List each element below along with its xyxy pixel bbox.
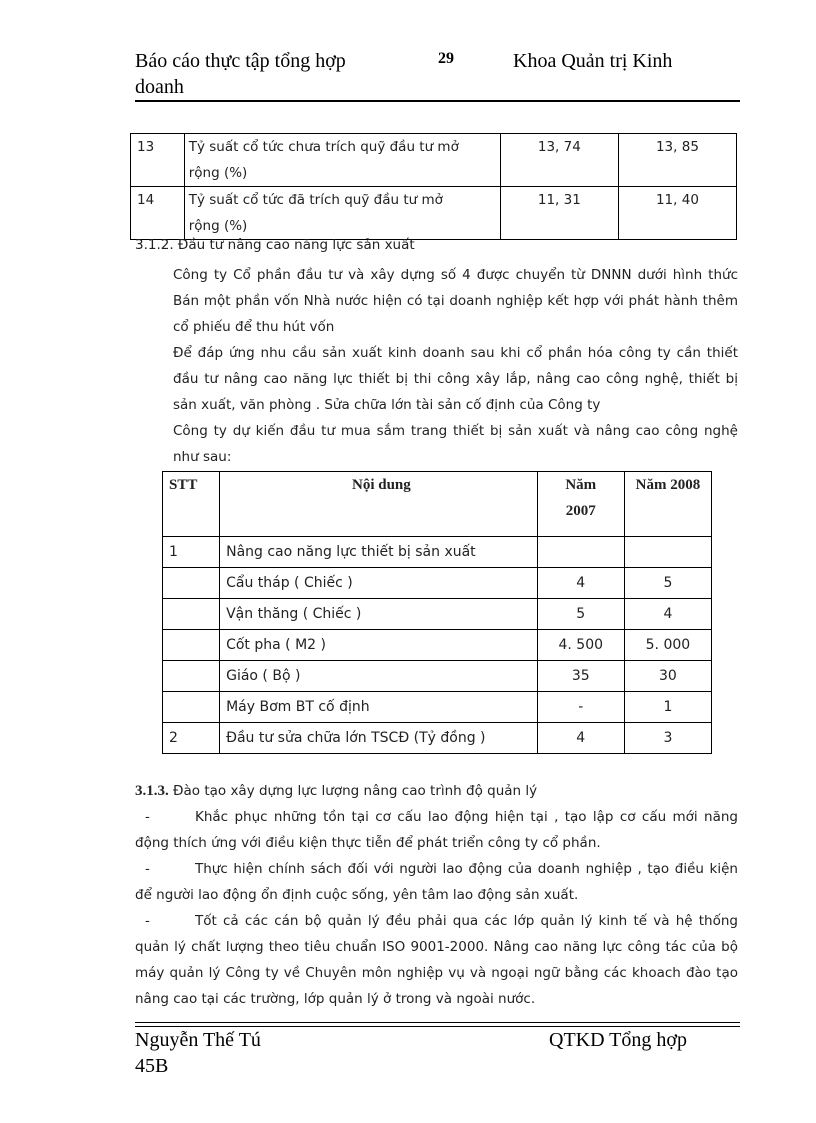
cell-content: Cẩu tháp ( Chiếc ): [220, 568, 538, 599]
header-2007-line1: Năm: [565, 477, 597, 493]
cell-stt: [163, 599, 220, 630]
bullet-dash: -: [145, 861, 150, 877]
cell-2008: 3: [624, 723, 711, 754]
bullet-item: [135, 804, 738, 856]
cell-stt: 1: [163, 537, 220, 568]
header-rule: [135, 100, 740, 102]
section-313-heading: [135, 778, 738, 804]
section-312-body: [135, 262, 738, 470]
bullet-item: [135, 856, 738, 908]
cell-content: Máy Bơm BT cố định: [220, 692, 538, 723]
cell-stt: [163, 630, 220, 661]
cell-stt: [163, 568, 220, 599]
section-313: [135, 778, 738, 1012]
cell-2007: -: [537, 692, 624, 723]
investment-table: [162, 471, 712, 754]
row-value-1: 11, 31: [500, 187, 618, 240]
cell-2008: 4: [624, 599, 711, 630]
page-number: 29: [438, 50, 454, 67]
cell-2007: [537, 537, 624, 568]
header-stt: STT: [163, 472, 220, 537]
header-title-line1: Báo cáo thực tập tổng hợp: [135, 50, 346, 72]
cell-2007: 4. 500: [537, 630, 624, 661]
cell-stt: 2: [163, 723, 220, 754]
table-row: [163, 537, 712, 568]
paragraph: Công ty Cổ phần đầu tư và xây dựng số 4 được chuyển từ DNNN dưới hình thức Bán một phần vốn Nhà nước hiện có tại doanh nghiệp kết hợp với phát hành thêm cổ phiếu để thu hút vốn: [173, 267, 738, 335]
bullet-dash: -: [145, 809, 150, 825]
row-label: [184, 134, 500, 187]
cell-stt: [163, 692, 220, 723]
page-header: [135, 48, 740, 100]
row-label-line1: Tỷ suất cổ tức chưa trích quỹ đầu tư mở: [188, 139, 459, 155]
header-2007-line2: 2007: [565, 503, 596, 519]
paragraph: Công ty dự kiến đầu tư mua sắm trang thiết bị sản xuất và nâng cao công nghệ như sau:: [173, 423, 738, 465]
page-footer: [135, 1027, 740, 1087]
footer-rule: [135, 1022, 740, 1023]
cell-2007: 35: [537, 661, 624, 692]
row-label-line2: rộng (%): [188, 218, 248, 234]
header-title-line2: doanh: [135, 76, 184, 98]
footer-author: [135, 1027, 335, 1079]
section-313-title: Đào tạo xây dựng lực lượng nâng cao trình độ quản lý: [168, 783, 538, 799]
bullet-text: Khắc phục những tồn tại cơ cấu lao động hiện tại , tạo lập cơ cấu mới năng động thích ứng với điều kiện thực tiễn để phát triển công ty cổ phần.: [135, 809, 738, 851]
table-row: [163, 692, 712, 723]
bullet-text: Tốt cả các cán bộ quản lý đều phải qua các lớp quản lý kinh tế và hệ thống quản lý chất lượng theo tiêu chuẩn ISO 9001-2000. Nâng cao năng lực công tác của bộ máy quản lý Công ty về Chuyên môn nghiệp vụ và ngoại ngữ bằng các khoach đào tạo nâng cao tại các trường, lớp quản lý ở trong và ngoài nước.: [135, 913, 738, 1007]
bullet-text: Thực hiện chính sách đối với người lao động của doanh nghiệp , tạo điều kiện để người lao động ổn định cuộc sống, yên tâm lao động sản xuất.: [135, 861, 738, 903]
table-header-row: [163, 472, 712, 537]
row-label-line2: rộng (%): [188, 165, 248, 181]
cell-2008: 5: [624, 568, 711, 599]
row-number: 14: [131, 187, 185, 240]
paragraph: Để đáp ứng nhu cầu sản xuất kinh doanh sau khi cổ phần hóa công ty cần thiết đầu tư nâng cao năng lực thiết bị thi công xây lắp, nâng cao công nghệ, thiết bị sản xuất, văn phòng . Sửa chữa lớn tài sản cố định của Công ty: [173, 345, 738, 413]
row-label: [184, 187, 500, 240]
table-row: [163, 630, 712, 661]
header-content: Nội dung: [220, 472, 538, 537]
row-number: 13: [131, 134, 185, 187]
row-value-1: 13, 74: [500, 134, 618, 187]
section-313-number: 3.1.3.: [135, 783, 169, 799]
cell-2007: 4: [537, 723, 624, 754]
cell-2008: 1: [624, 692, 711, 723]
cell-content: Cốt pha ( M2 ): [220, 630, 538, 661]
bullet-dash: -: [145, 913, 150, 929]
ratio-table: [130, 133, 737, 240]
cell-2007: 4: [537, 568, 624, 599]
header-2008: Năm 2008: [624, 472, 711, 537]
footer-department: QTKD Tổng hợp: [549, 1029, 687, 1051]
cell-2008: 5. 000: [624, 630, 711, 661]
cell-2007: 5: [537, 599, 624, 630]
header-2007: [537, 472, 624, 537]
cell-content: Vận thăng ( Chiếc ): [220, 599, 538, 630]
section-312-title: 3.1.2. Đầu tư nâng cao năng lực sản xuất: [135, 237, 415, 253]
cell-content: Giáo ( Bộ ): [220, 661, 538, 692]
table-row: [131, 134, 737, 187]
row-value-2: 13, 85: [618, 134, 736, 187]
header-report-title: [135, 48, 395, 100]
row-value-2: 11, 40: [618, 187, 736, 240]
cell-2008: [624, 537, 711, 568]
bullet-item: [135, 908, 738, 1012]
cell-2008: 30: [624, 661, 711, 692]
header-faculty: Khoa Quản trị Kinh: [513, 50, 673, 72]
table-row: [163, 568, 712, 599]
row-label-line1: Tỷ suất cổ tức đã trích quỹ đầu tư mở: [188, 192, 443, 208]
cell-stt: [163, 661, 220, 692]
table-row: [131, 187, 737, 240]
table-row: [163, 661, 712, 692]
cell-content: Đầu tư sửa chữa lớn TSCĐ (Tỷ đồng ): [220, 723, 538, 754]
author-name: Nguyễn Thế Tú: [135, 1029, 261, 1051]
table-row: [163, 599, 712, 630]
author-class: 45B: [135, 1055, 169, 1077]
table-row: [163, 723, 712, 754]
cell-content: Nâng cao năng lực thiết bị sản xuất: [220, 537, 538, 568]
